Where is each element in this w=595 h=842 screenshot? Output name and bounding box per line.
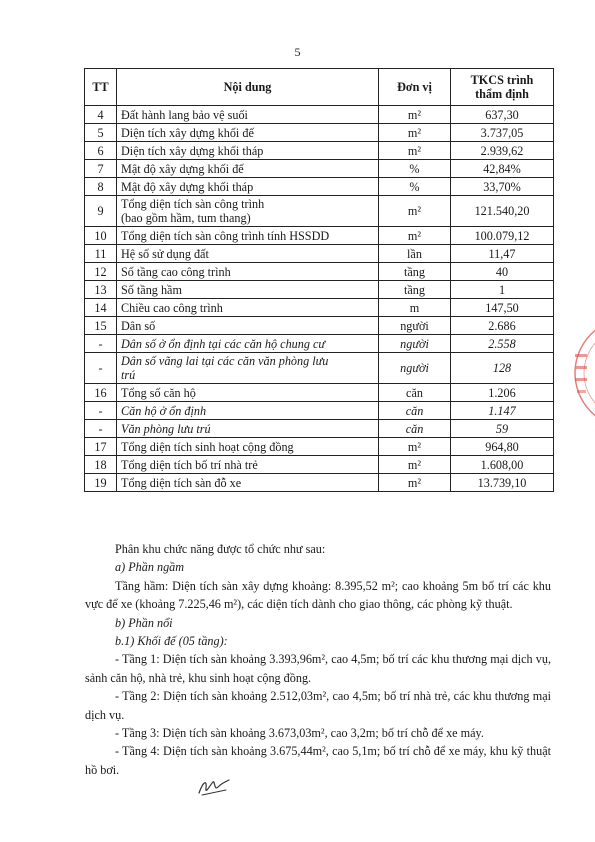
row-content-line2: (bao gồm hầm, tum thang): [121, 211, 251, 225]
row-content: [117, 245, 379, 263]
row-tt: 14: [85, 299, 117, 317]
stamp-icon: [568, 318, 595, 428]
row-tt: -: [85, 353, 117, 384]
table-row: [85, 384, 554, 402]
row-content-line1: Tổng diện tích sàn đỗ xe: [121, 475, 242, 490]
row-content-line1: Tổng số căn hộ: [121, 385, 196, 400]
body-paragraph: b.1) Khối đế (05 tầng):: [115, 634, 228, 649]
row-unit: %: [379, 160, 451, 178]
table-row: [85, 227, 554, 245]
row-content-line1: Số tầng hầm: [121, 282, 182, 297]
row-value: 121.540,20: [451, 196, 554, 227]
row-content: [117, 160, 379, 178]
row-tt: 13: [85, 281, 117, 299]
row-content: [117, 353, 379, 384]
row-tt: 10: [85, 227, 117, 245]
table-body: [85, 106, 554, 492]
row-content-line1: Căn hộ ở ổn định: [121, 403, 207, 418]
row-value: 2.686: [451, 317, 554, 335]
row-content-line1: Tổng diện tích sàn công trình: [121, 197, 265, 211]
row-value: 13.739,10: [451, 474, 554, 492]
row-unit: m²: [379, 196, 451, 227]
table-row: [85, 438, 554, 456]
row-unit: người: [379, 317, 451, 335]
row-unit: m²: [379, 438, 451, 456]
row-tt: 6: [85, 142, 117, 160]
row-content-line1: Tổng diện tích sàn công trình tính HSSDD: [121, 228, 330, 243]
row-tt: 7: [85, 160, 117, 178]
table-row: [85, 245, 554, 263]
row-tt: -: [85, 335, 117, 353]
row-unit: m²: [379, 142, 451, 160]
body-paragraph: - Tầng 4: Diện tích sàn khoảng 3.675,44m², cao 5,1m; bố trí chỗ để xe máy, khu kỹ thuật hồ bơi.: [85, 744, 551, 777]
row-content: [117, 196, 379, 227]
row-content-line1: Chiều cao công trình: [121, 300, 223, 315]
body-paragraph: - Tầng 2: Diện tích sàn khoảng 2.512,03m², cao 4,5m; bố trí nhà trẻ, các khu thương mại dịch vụ.: [85, 689, 551, 722]
row-content: [117, 317, 379, 335]
table-row: [85, 160, 554, 178]
signature-icon: [196, 776, 232, 798]
row-content-line1: Mật độ xây dựng khối đế: [121, 161, 244, 176]
row-unit: m²: [379, 456, 451, 474]
row-value: 59: [451, 420, 554, 438]
row-value: 11,47: [451, 245, 554, 263]
row-tt: 18: [85, 456, 117, 474]
row-tt: 8: [85, 178, 117, 196]
table-header-row: [85, 69, 554, 106]
table-row: [85, 353, 554, 384]
row-value: 2.558: [451, 335, 554, 353]
row-tt: 11: [85, 245, 117, 263]
row-content: [117, 299, 379, 317]
row-value: 128: [451, 353, 554, 384]
row-content: [117, 402, 379, 420]
row-content-line2: trú: [121, 368, 136, 382]
row-content: [117, 178, 379, 196]
row-tt: 19: [85, 474, 117, 492]
row-value: 147,50: [451, 299, 554, 317]
table-row: [85, 178, 554, 196]
row-content-line1: Văn phòng lưu trú: [121, 421, 211, 436]
table-row: [85, 317, 554, 335]
table-row: [85, 474, 554, 492]
row-tt: 9: [85, 196, 117, 227]
body-paragraph: b) Phần nổi: [115, 615, 173, 630]
row-unit: tầng: [379, 263, 451, 281]
row-value: 40: [451, 263, 554, 281]
body-paragraph: Tầng hầm: Diện tích sàn xây dựng khoảng: 8.395,52 m²; cao khoảng 5m bố trí các khu vực để xe (khoảng 7.225,46 m²), các diện tích dành cho giao thông, các phòng kỹ thuật.: [85, 578, 551, 612]
row-value: 1.147: [451, 402, 554, 420]
row-tt: -: [85, 402, 117, 420]
row-unit: căn: [379, 384, 451, 402]
row-content: [117, 456, 379, 474]
row-content: [117, 263, 379, 281]
row-value: 1: [451, 281, 554, 299]
row-content: [117, 438, 379, 456]
table-row: [85, 456, 554, 474]
row-unit: lần: [379, 245, 451, 263]
row-content-line1: Diện tích xây dựng khối đế: [121, 125, 254, 140]
row-content: [117, 106, 379, 124]
body-text: [85, 540, 551, 779]
page-number: 5: [294, 45, 301, 59]
body-paragraph: Phân khu chức năng được tổ chức như sau:: [115, 542, 326, 556]
table-row: [85, 196, 554, 227]
row-tt: 15: [85, 317, 117, 335]
table-row: [85, 420, 554, 438]
row-content: [117, 384, 379, 402]
row-content-line1: Mật độ xây dựng khối tháp: [121, 179, 254, 194]
row-content: [117, 142, 379, 160]
row-unit: người: [379, 353, 451, 384]
spec-table: [84, 68, 554, 492]
row-content-line1: Dân số: [121, 318, 156, 333]
table-row: [85, 402, 554, 420]
row-unit: m²: [379, 474, 451, 492]
row-content-line1: Dân số ở ổn định tại các căn hộ chung cư: [121, 336, 326, 351]
row-value: 100.079,12: [451, 227, 554, 245]
row-content-line1: Tổng diện tích sinh hoạt cộng đồng: [121, 439, 294, 454]
header-value-line1: TKCS trình: [470, 73, 534, 87]
row-tt: 12: [85, 263, 117, 281]
row-unit: %: [379, 178, 451, 196]
header-content: Nội dung: [117, 69, 379, 106]
row-content: [117, 474, 379, 492]
row-value: 2.939,62: [451, 142, 554, 160]
row-unit: m²: [379, 106, 451, 124]
row-content-line1: Hệ số sử dụng đất: [121, 246, 209, 261]
body-paragraph: a) Phần ngầm: [115, 560, 185, 575]
header-tt: TT: [85, 69, 117, 106]
row-content: [117, 227, 379, 245]
row-unit: căn: [379, 420, 451, 438]
row-content: [117, 281, 379, 299]
row-unit: tầng: [379, 281, 451, 299]
table-row: [85, 299, 554, 317]
header-value-line2: thẩm định: [475, 87, 529, 101]
table-row: [85, 142, 554, 160]
row-unit: căn: [379, 402, 451, 420]
row-tt: 5: [85, 124, 117, 142]
row-tt: 16: [85, 384, 117, 402]
row-value: 42,84%: [451, 160, 554, 178]
table-row: [85, 124, 554, 142]
row-content: [117, 124, 379, 142]
row-unit: m²: [379, 124, 451, 142]
row-unit: người: [379, 335, 451, 353]
row-content-line1: Dân số vãng lai tại các căn văn phòng lưu: [121, 354, 329, 368]
row-content-line1: Đất hành lang bảo vệ suối: [121, 107, 248, 122]
row-content: [117, 420, 379, 438]
row-tt: -: [85, 420, 117, 438]
row-content-line1: Số tầng cao công trình: [121, 264, 231, 279]
row-content: [117, 335, 379, 353]
row-value: 3.737,05: [451, 124, 554, 142]
header-value: [451, 69, 554, 106]
row-content-line1: Tổng diện tích bố trí nhà trẻ: [121, 457, 258, 472]
row-value: 964,80: [451, 438, 554, 456]
body-paragraph: - Tầng 1: Diện tích sàn khoảng 3.393,96m², cao 4,5m; bố trí các khu thương mại dịch vụ, sảnh căn hộ, nhà trẻ, khu sinh hoạt cộng đồng.: [85, 652, 551, 685]
row-value: 1.608,00: [451, 456, 554, 474]
header-unit: Đơn vị: [379, 69, 451, 106]
row-value: 637,30: [451, 106, 554, 124]
row-value: 1.206: [451, 384, 554, 402]
row-unit: m²: [379, 227, 451, 245]
table-row: [85, 106, 554, 124]
row-content-line1: Diện tích xây dựng khối tháp: [121, 143, 264, 158]
row-value: 33,70%: [451, 178, 554, 196]
row-unit: m: [379, 299, 451, 317]
table-row: [85, 335, 554, 353]
table-row: [85, 281, 554, 299]
row-tt: 17: [85, 438, 117, 456]
row-tt: 4: [85, 106, 117, 124]
table-row: [85, 263, 554, 281]
body-paragraph: - Tầng 3: Diện tích sàn khoảng 3.673,03m², cao 3,2m; bố trí chỗ để xe máy.: [115, 726, 484, 741]
